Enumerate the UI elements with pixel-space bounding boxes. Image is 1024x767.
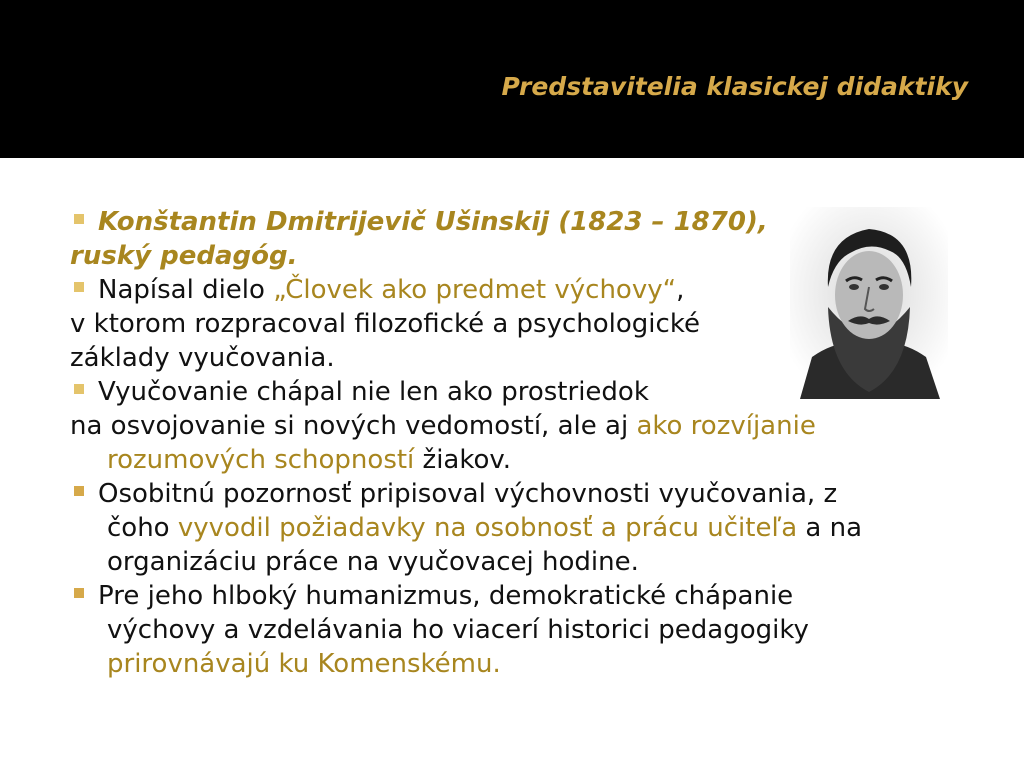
- bullet-3-line-2: [70, 409, 970, 443]
- square-bullet-icon: [74, 588, 84, 598]
- author-role: ruský pedagóg.: [70, 241, 298, 271]
- square-bullet-icon: [74, 282, 84, 292]
- bullet-4-line-2: [70, 511, 970, 545]
- bullet-3-text-2: na osvojovanie si nových vedomostí, ale aj: [70, 411, 637, 441]
- bullet-4-line-1: [70, 477, 970, 511]
- bullet-2-text: Napísal dielo: [98, 275, 274, 305]
- bullet-3-text: Vyučovanie chápal nie len ako prostriedok: [98, 377, 649, 407]
- bullet-4-line-3: organizáciu práce na vyučovacej hodine.: [107, 547, 639, 577]
- bullet-2-comma: ,: [676, 275, 685, 305]
- bullet-2-line-3: základy vyučovania.: [70, 343, 335, 373]
- bullet-5-line-1: [70, 579, 970, 613]
- bullet-5-line-2: výchovy a vzdelávania ho viacerí historici pedagogiky: [107, 615, 809, 645]
- bullet-4-highlight: vyvodil požiadavky na osobnosť a prácu učiteľa: [177, 513, 798, 543]
- square-bullet-icon: [74, 486, 84, 496]
- slide-title: Predstavitelia klasickej didaktiky: [501, 72, 968, 101]
- bullet-5-highlight: prirovnávajú ku Komenskému.: [107, 649, 501, 679]
- bullet-3-highlight-2: rozumových schopností: [107, 445, 415, 475]
- bullet-5-text: Pre jeho hlboký humanizmus, demokratické chápanie: [98, 581, 794, 611]
- bullet-3-highlight: ako rozvíjanie: [636, 411, 816, 441]
- bullet-4-text-2: čoho: [107, 513, 178, 543]
- bullet-3-end: žiakov.: [414, 445, 512, 475]
- slide-header: [0, 0, 1024, 158]
- bullet-4-text: Osobitnú pozornosť pripisoval výchovnosti vyučovania, z: [98, 479, 838, 509]
- bullet-2-line-2: v ktorom rozpracoval filozofické a psychologické: [70, 309, 700, 339]
- bullet-3-line-3: [70, 443, 970, 477]
- bullet-4-end: a na: [797, 513, 862, 543]
- portrait-image: [790, 207, 948, 399]
- bullet-5-line-3: [70, 647, 970, 681]
- author-name: Konštantin Dmitrijevič Ušinskij (1823 – 1870),: [98, 207, 768, 237]
- work-title: „Človek ako predmet výchovy“: [273, 275, 677, 305]
- square-bullet-icon: [74, 214, 84, 224]
- square-bullet-icon: [74, 384, 84, 394]
